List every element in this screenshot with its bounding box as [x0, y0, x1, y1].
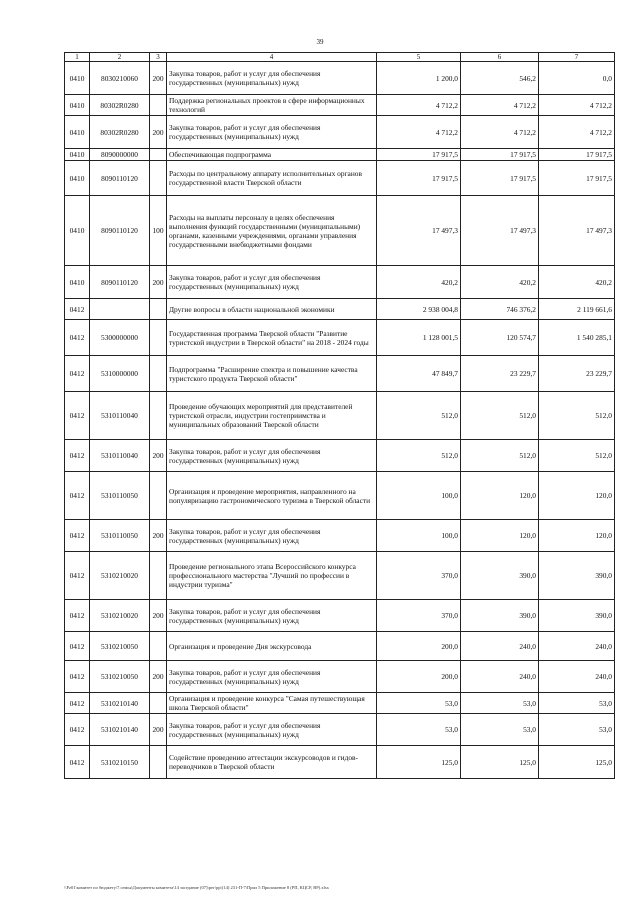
amount-col5-cell: 53,0 — [377, 693, 461, 714]
amount-col5-cell: 200,0 — [377, 661, 461, 693]
table-row — [65, 266, 615, 299]
section-code-cell: 0412 — [65, 632, 90, 661]
column-number: 7 — [539, 53, 615, 62]
amount-col6-cell: 125,0 — [461, 746, 539, 779]
amount-col6-cell: 120 574,7 — [461, 320, 539, 356]
amount-col5-cell: 420,2 — [377, 266, 461, 299]
amount-col7-cell: 1 540 285,1 — [539, 320, 615, 356]
table-row — [65, 320, 615, 356]
target-article-cell: 5310110040 — [90, 392, 150, 440]
expense-type-cell: 200 — [150, 440, 167, 472]
amount-col7-cell: 0,0 — [539, 62, 615, 95]
target-article-cell: 8030210060 — [90, 62, 150, 95]
table-row — [65, 299, 615, 320]
amount-col6-cell: 4 712,2 — [461, 116, 539, 149]
amount-col5-cell: 370,0 — [377, 552, 461, 600]
section-code-cell: 0412 — [65, 472, 90, 520]
amount-col6-cell: 420,2 — [461, 266, 539, 299]
section-code-cell: 0412 — [65, 299, 90, 320]
expense-type-cell — [150, 632, 167, 661]
item-name-cell: Содействие проведению аттестации экскурсоводов и гидов-переводчиков в Тверской области — [167, 746, 377, 779]
amount-col7-cell: 125,0 — [539, 746, 615, 779]
target-article-cell: 8090000000 — [90, 149, 150, 161]
expense-type-cell — [150, 472, 167, 520]
amount-col5-cell: 1 200,0 — [377, 62, 461, 95]
expense-type-cell — [150, 161, 167, 196]
amount-col5-cell: 1 128 001,5 — [377, 320, 461, 356]
item-name-cell: Проведение обучающих мероприятий для представителей туристской отрасли, индустрии гостеприимства и муниципальных образований Тверской области — [167, 392, 377, 440]
expense-type-cell: 100 — [150, 196, 167, 266]
expense-type-cell — [150, 693, 167, 714]
item-name-cell: Организация и проведение Дня экскурсовода — [167, 632, 377, 661]
item-name-cell: Организация и проведение мероприятия, направленного на популяризацию гастрономического туризма в Тверской области — [167, 472, 377, 520]
item-name-cell: Закупка товаров, работ и услуг для обеспечения государственных (муниципальных) нужд — [167, 116, 377, 149]
expense-type-cell — [150, 392, 167, 440]
amount-col6-cell: 4 712,2 — [461, 95, 539, 116]
table-row — [65, 62, 615, 95]
amount-col5-cell: 4 712,2 — [377, 116, 461, 149]
table-row — [65, 196, 615, 266]
expense-type-cell — [150, 356, 167, 392]
target-article-cell: 5310210150 — [90, 746, 150, 779]
amount-col6-cell: 240,0 — [461, 661, 539, 693]
amount-col7-cell: 120,0 — [539, 520, 615, 552]
expense-type-cell — [150, 299, 167, 320]
amount-col7-cell: 17 917,5 — [539, 161, 615, 196]
column-number: 3 — [150, 53, 167, 62]
expense-type-cell: 200 — [150, 661, 167, 693]
table-row — [65, 600, 615, 632]
table-body — [65, 53, 615, 779]
amount-col6-cell: 53,0 — [461, 714, 539, 746]
section-code-cell: 0412 — [65, 440, 90, 472]
section-code-cell: 0412 — [65, 552, 90, 600]
amount-col7-cell: 17 917,5 — [539, 149, 615, 161]
budget-table — [64, 52, 615, 779]
section-code-cell: 0410 — [65, 266, 90, 299]
amount-col6-cell: 390,0 — [461, 552, 539, 600]
item-name-cell: Поддержка региональных проектов в сфере информационных технологий — [167, 95, 377, 116]
amount-col6-cell: 23 229,7 — [461, 356, 539, 392]
section-code-cell: 0410 — [65, 161, 90, 196]
amount-col6-cell: 17 917,5 — [461, 161, 539, 196]
amount-col5-cell: 512,0 — [377, 440, 461, 472]
amount-col7-cell: 53,0 — [539, 693, 615, 714]
item-name-cell: Расходы по центральному аппарату исполнительных органов государственной власти Тверской области — [167, 161, 377, 196]
amount-col5-cell: 100,0 — [377, 472, 461, 520]
section-code-cell: 0410 — [65, 196, 90, 266]
target-article-cell: 5310210020 — [90, 600, 150, 632]
amount-col5-cell: 53,0 — [377, 714, 461, 746]
table-row — [65, 95, 615, 116]
item-name-cell: Проведение регионального этапа Всероссийского конкурса профессионального мастерства "Лучший по профессии в индустрии туризма" — [167, 552, 377, 600]
amount-col7-cell: 390,0 — [539, 552, 615, 600]
amount-col6-cell: 746 376,2 — [461, 299, 539, 320]
expense-type-cell — [150, 95, 167, 116]
amount-col7-cell: 2 119 661,6 — [539, 299, 615, 320]
item-name-cell: Закупка товаров, работ и услуг для обеспечения государственных (муниципальных) нужд — [167, 714, 377, 746]
column-number: 2 — [90, 53, 150, 62]
target-article-cell: 80302R0280 — [90, 116, 150, 149]
amount-col7-cell: 240,0 — [539, 661, 615, 693]
amount-col5-cell: 100,0 — [377, 520, 461, 552]
amount-col5-cell: 370,0 — [377, 600, 461, 632]
item-name-cell: Государственная программа Тверской области "Развитие туристской индустрии в Тверской области" на 2018 - 2024 годы — [167, 320, 377, 356]
expense-type-cell: 200 — [150, 116, 167, 149]
section-code-cell: 0412 — [65, 661, 90, 693]
section-code-cell: 0410 — [65, 62, 90, 95]
item-name-cell: Закупка товаров, работ и услуг для обеспечения государственных (муниципальных) нужд — [167, 266, 377, 299]
item-name-cell: Закупка товаров, работ и услуг для обеспечения государственных (муниципальных) нужд — [167, 62, 377, 95]
expense-type-cell — [150, 746, 167, 779]
expense-type-cell — [150, 552, 167, 600]
amount-col7-cell: 390,0 — [539, 600, 615, 632]
section-code-cell: 0412 — [65, 600, 90, 632]
table-row — [65, 661, 615, 693]
expense-type-cell: 200 — [150, 600, 167, 632]
amount-col7-cell: 4 712,2 — [539, 95, 615, 116]
target-article-cell: 80302R0280 — [90, 95, 150, 116]
table-row — [65, 116, 615, 149]
item-name-cell: Расходы на выплаты персоналу в целях обеспечения выполнения функций государственными (муниципальными) органами, казенными учреждениями, органами управления государственными внебюджетными фондами — [167, 196, 377, 266]
item-name-cell: Закупка товаров, работ и услуг для обеспечения государственных (муниципальных) нужд — [167, 661, 377, 693]
table-row — [65, 552, 615, 600]
section-code-cell: 0410 — [65, 116, 90, 149]
target-article-cell: 5310210140 — [90, 693, 150, 714]
amount-col7-cell: 512,0 — [539, 392, 615, 440]
amount-col6-cell: 512,0 — [461, 440, 539, 472]
target-article-cell: 5310000000 — [90, 356, 150, 392]
table-row — [65, 392, 615, 440]
amount-col5-cell: 47 849,7 — [377, 356, 461, 392]
section-code-cell: 0412 — [65, 714, 90, 746]
expense-type-cell — [150, 320, 167, 356]
column-number: 6 — [461, 53, 539, 62]
target-article-cell: 5310210140 — [90, 714, 150, 746]
section-code-cell: 0412 — [65, 356, 90, 392]
section-code-cell: 0412 — [65, 320, 90, 356]
item-name-cell: Закупка товаров, работ и услуг для обеспечения государственных (муниципальных) нужд — [167, 440, 377, 472]
amount-col6-cell: 512,0 — [461, 392, 539, 440]
target-article-cell: 8090110120 — [90, 266, 150, 299]
amount-col6-cell: 53,0 — [461, 693, 539, 714]
column-number-row — [65, 53, 615, 62]
table-row — [65, 693, 615, 714]
amount-col5-cell: 17 497,3 — [377, 196, 461, 266]
section-code-cell: 0410 — [65, 149, 90, 161]
page-number: 39 — [316, 38, 324, 46]
amount-col5-cell: 17 917,5 — [377, 149, 461, 161]
item-name-cell: Организация и проведение конкурса "Самая путешествующая школа Тверской области" — [167, 693, 377, 714]
amount-col5-cell: 200,0 — [377, 632, 461, 661]
amount-col6-cell: 240,0 — [461, 632, 539, 661]
table-row — [65, 149, 615, 161]
amount-col6-cell: 17 917,5 — [461, 149, 539, 161]
amount-col7-cell: 240,0 — [539, 632, 615, 661]
expense-type-cell — [150, 149, 167, 161]
table-row — [65, 746, 615, 779]
amount-col7-cell: 120,0 — [539, 472, 615, 520]
amount-col6-cell: 546,2 — [461, 62, 539, 95]
amount-col7-cell: 17 497,3 — [539, 196, 615, 266]
amount-col7-cell: 420,2 — [539, 266, 615, 299]
column-number: 5 — [377, 53, 461, 62]
amount-col5-cell: 2 938 004,8 — [377, 299, 461, 320]
section-code-cell: 0410 — [65, 95, 90, 116]
target-article-cell: 8090110120 — [90, 196, 150, 266]
target-article-cell: 5300000000 — [90, 320, 150, 356]
target-article-cell: 5310210050 — [90, 632, 150, 661]
amount-col7-cell: 53,0 — [539, 714, 615, 746]
section-code-cell: 0412 — [65, 746, 90, 779]
target-article-cell: 8090110120 — [90, 161, 150, 196]
amount-col5-cell: 125,0 — [377, 746, 461, 779]
amount-col5-cell: 17 917,5 — [377, 161, 461, 196]
table-row — [65, 161, 615, 196]
amount-col7-cell: 23 229,7 — [539, 356, 615, 392]
amount-col7-cell: 4 712,2 — [539, 116, 615, 149]
item-name-cell: Подпрограмма "Расширение спектра и повышение качества туристского продукта Тверской области" — [167, 356, 377, 392]
expense-type-cell: 200 — [150, 266, 167, 299]
amount-col6-cell: 120,0 — [461, 472, 539, 520]
amount-col6-cell: 390,0 — [461, 600, 539, 632]
item-name-cell: Обеспечивающая подпрограмма — [167, 149, 377, 161]
amount-col7-cell: 512,0 — [539, 440, 615, 472]
table-row — [65, 440, 615, 472]
column-number: 1 — [65, 53, 90, 62]
table-row — [65, 356, 615, 392]
section-code-cell: 0412 — [65, 392, 90, 440]
expense-type-cell: 200 — [150, 714, 167, 746]
target-article-cell: 5310110040 — [90, 440, 150, 472]
amount-col6-cell: 17 497,3 — [461, 196, 539, 266]
target-article-cell: 5310110050 — [90, 520, 150, 552]
expense-type-cell: 200 — [150, 520, 167, 552]
target-article-cell: 5310110050 — [90, 472, 150, 520]
section-code-cell: 0412 — [65, 520, 90, 552]
item-name-cell: Закупка товаров, работ и услуг для обеспечения государственных (муниципальных) нужд — [167, 600, 377, 632]
table-row — [65, 632, 615, 661]
target-article-cell: 5310210020 — [90, 552, 150, 600]
expense-type-cell: 200 — [150, 62, 167, 95]
table-row — [65, 714, 615, 746]
item-name-cell: Другие вопросы в области национальной экономики — [167, 299, 377, 320]
amount-col5-cell: 512,0 — [377, 392, 461, 440]
table-row — [65, 520, 615, 552]
item-name-cell: Закупка товаров, работ и услуг для обеспечения государственных (муниципальных) нужд — [167, 520, 377, 552]
target-article-cell: 5310210050 — [90, 661, 150, 693]
section-code-cell: 0412 — [65, 693, 90, 714]
target-article-cell — [90, 299, 150, 320]
amount-col5-cell: 4 712,2 — [377, 95, 461, 116]
column-number: 4 — [167, 53, 377, 62]
file-path-footer: \\Pz01\комитет по бюджету\7.семья\Документы комитета\14 заседание (07)\рег\рр\(14) 231-П-7\Прил 5 Приложение 8 (РП, КЦСР, ВР).xlsx — [64, 885, 329, 890]
amount-col6-cell: 120,0 — [461, 520, 539, 552]
table-row — [65, 472, 615, 520]
